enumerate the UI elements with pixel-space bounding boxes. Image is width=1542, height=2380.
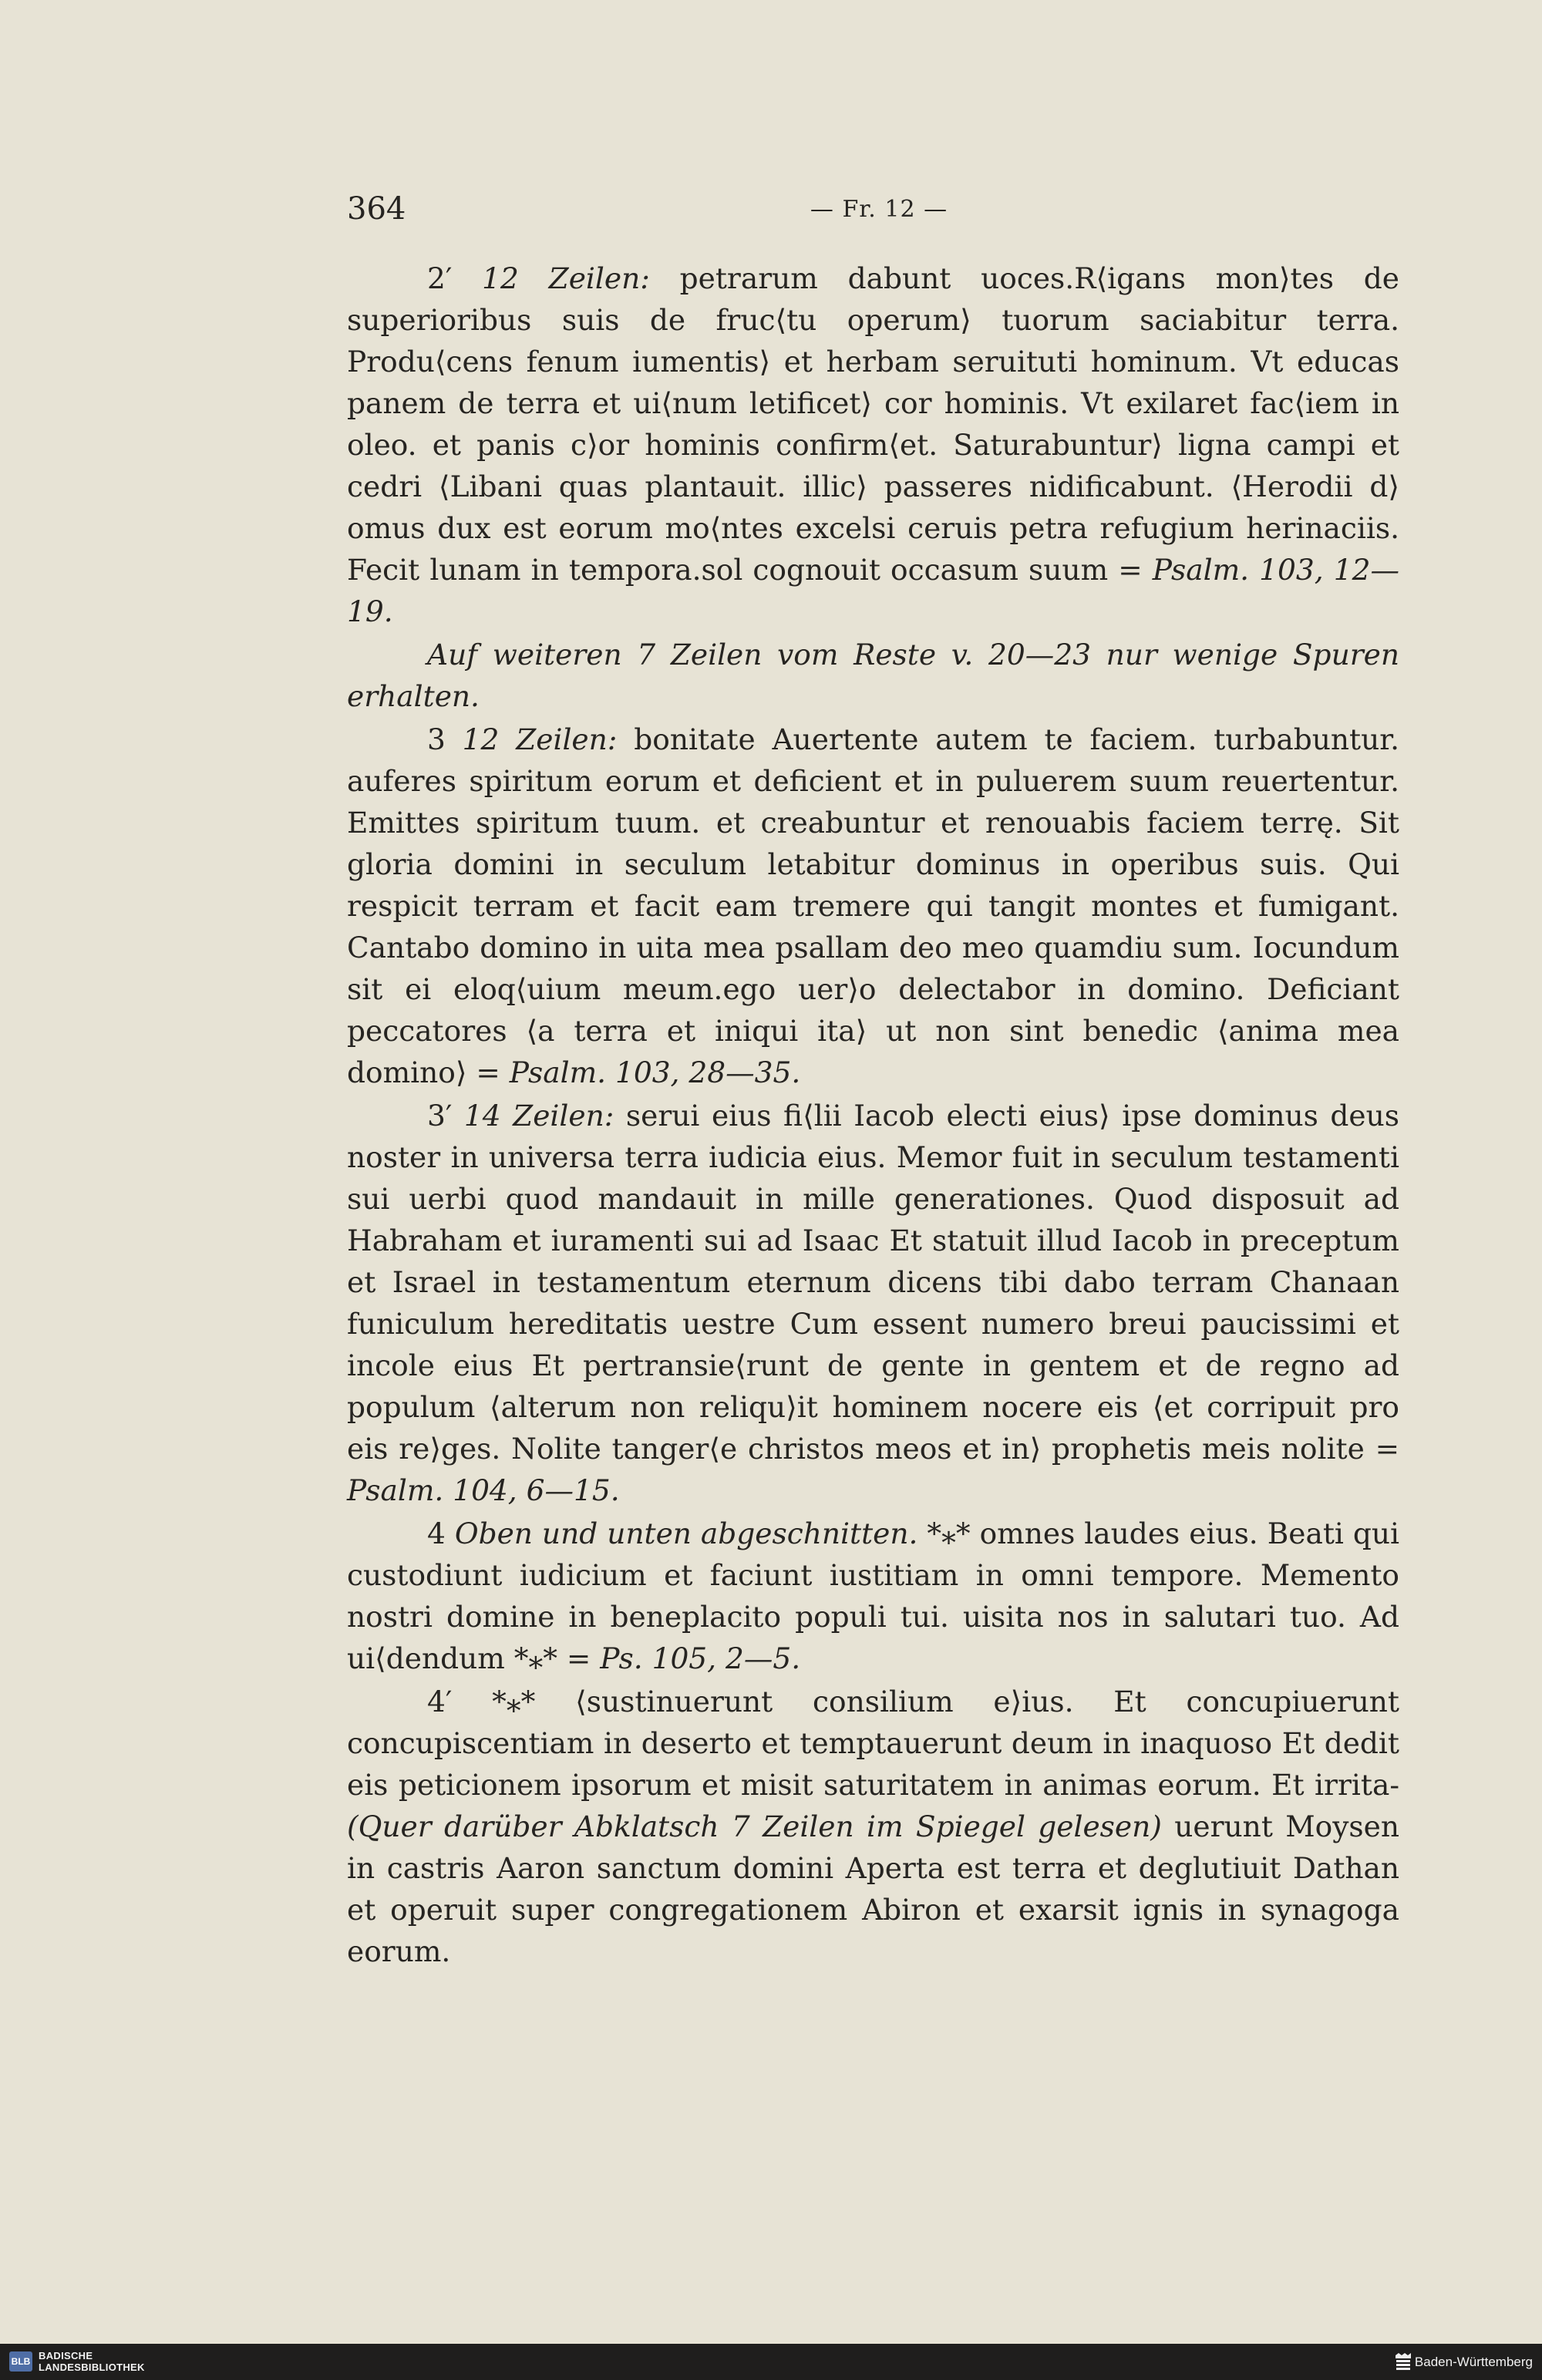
paragraph-text: *⁎* ⟨sustinuerunt consilium e⟩ius. Et concupiuerunt concupiscentiam in deserto et temptauerunt deum in inaquoso Et dedit eis peticionem ipsorum et misit saturitatem in animas eorum. Et irrita- [347,1685,1399,1802]
psalm-reference: Psalm. 104, 6—15. [347,1473,620,1507]
page-number: 364 [347,191,406,227]
note-text: Auf weiteren 7 Zeilen vom Reste v. 20—23 nur wenige Spuren erhalten. [347,638,1399,713]
psalm-reference: Psalm. 103, 12—19. [347,553,1399,628]
sigla: 4 [427,1517,455,1550]
footer-bar [0,2344,1542,2380]
sigla: 4′ [427,1685,493,1719]
library-name[interactable] [39,2350,145,2373]
sigla: 3′ [427,1099,464,1133]
sigla: 2′ [427,261,483,295]
sigla: 3 [427,722,463,756]
paragraph-3 [347,719,1399,1093]
line-count-label: 12 Zeilen: [482,261,650,295]
inline-editorial-note: (Quer darüber Abklatsch 7 Zeilen im Spiegel gelesen) [347,1809,1162,1843]
blb-logo-icon[interactable]: BLB [9,2351,32,2372]
line-count-label: Oben und unten abgeschnitten. [454,1517,918,1550]
paragraph-2-verso [347,258,1399,632]
editorial-note [347,634,1399,717]
line-count-label: 12 Zeilen: [462,722,618,756]
paragraph-text: serui eius fi⟨lii Iacob electi eius⟩ ipse dominus deus noster in universa terra iudicia eius. Memor fuit in seculum testamenti sui uerbi quod mandauit in mille generationes. Quod disposuit ad Habraham et iuramenti sui ad Isaac Et statuit illud Iacob in preceptum et Israel in testamentum eternum dicens tibi dabo terram Chanaan funiculum hereditatis uestre Cum essent numero breui paucissimi et incole eius Et pertransie⟨runt de gente in gentem et de regno ad populum ⟨alterum non reliqu⟩it hominem nocere eis ⟨et corripuit pro eis re⟩ges. Nolite tanger⟨e christos meos et in⟩ prophetis meis nolite = [347,1099,1399,1466]
running-head: — Fr. 12 — [810,196,948,223]
psalm-reference: Ps. 105, 2—5. [600,1641,801,1675]
psalm-reference: Psalm. 103, 28—35. [509,1055,801,1089]
paragraph-4-verso [347,1681,1399,1972]
paragraph-text: *⁎* omnes laudes eius. Beati qui custodiunt iudicium et faciunt iustitiam in omni tempore. Memento nostri domine in beneplacito populi tui. uisita nos in salutari tuo. Ad ui⟨dendum *⁎* = [347,1517,1400,1675]
main-text [347,258,1399,1974]
paragraph-text-continued: uerunt Moysen in castris Aaron sanctum domini Aperta est terra et deglutiuit Dathan et operuit super congregationem Abiron et exarsit ignis in synagoga eorum. [347,1809,1399,1968]
baden-wuerttemberg-crest-icon[interactable] [1392,2351,1414,2372]
paragraph-text: bonitate Auertente autem te faciem. turbabuntur. auferes spiritum eorum et deficient et in puluerem suum reuertentur. Emittes spiritum tuum. et creabuntur et renouabis faciem terrę. Sit gloria domini in seculum letabitur dominus in operibus suis. Qui respicit terram et facit eam tremere qui tangit montes et fumigant. Cantabo domino in uita mea psallam deo meo quamdiu sum. Iocundum sit ei eloq⟨uium meum.ego uer⟩o delectabor in domino. Deficiant peccatores ⟨a terra et iniqui ita⟩ ut non sint benedic ⟨anima mea domino⟩ = [347,722,1399,1089]
library-name-line1: BADISCHE [39,2350,93,2361]
line-count-label: 14 Zeilen: [463,1099,614,1133]
paragraph-text: petrarum dabunt uoces.R⟨igans mon⟩tes de superioribus suis de fruc⟨tu operum⟩ tuorum saciabitur terra. Produ⟨cens fenum iumentis⟩ et herbam seruituti hominum. Vt educas panem de terra et ui⟨num letificet⟩ cor hominis. Vt exilaret fac⟨iem in oleo. et panis c⟩or hominis confirm⟨et. Saturabuntur⟩ ligna campi et cedri ⟨Libani quas plantauit. illic⟩ passeres nidificabunt. ⟨Herodii d⟩omus dux est eorum mo⟨ntes excelsi ceruis petra refugium herinaciis. Fecit lunam in tempora.sol cognouit occasum suum = [347,261,1400,587]
library-name-line2: LANDESBIBLIOTHEK [39,2361,145,2373]
paragraph-3-verso [347,1095,1399,1511]
state-name[interactable]: Baden-Württemberg [1414,2355,1533,2369]
paragraph-4 [347,1513,1399,1679]
page-header [347,191,1411,237]
